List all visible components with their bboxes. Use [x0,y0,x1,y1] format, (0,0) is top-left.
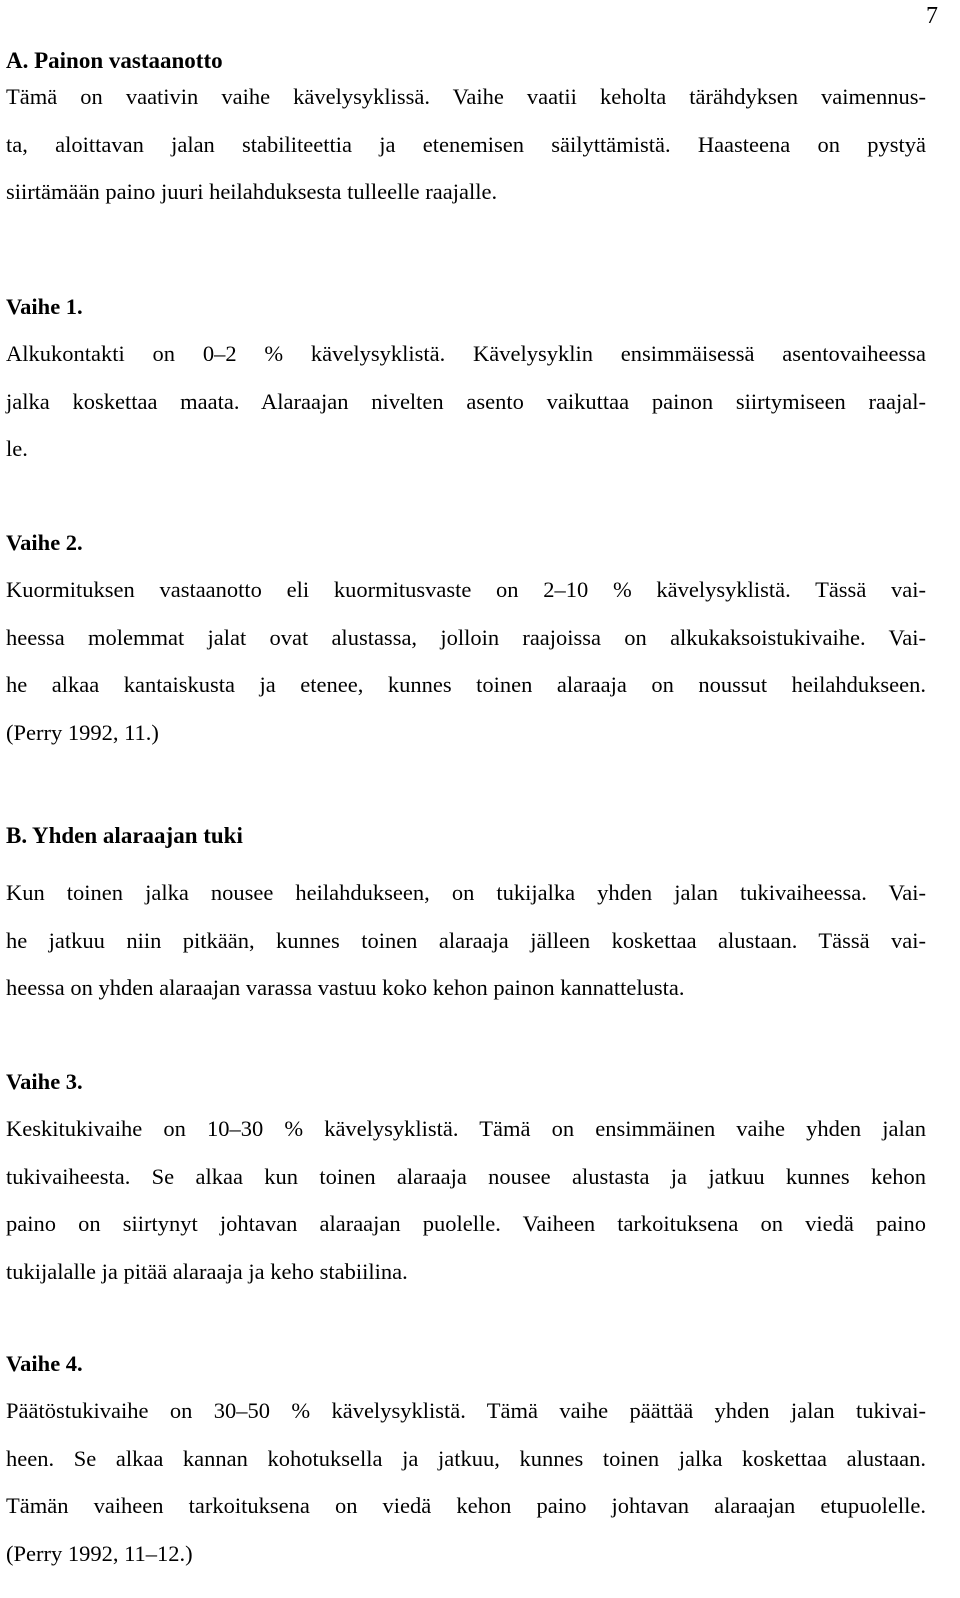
vaihe-3-text [6,1105,926,1295]
text-line: paino on siirtynyt johtavan alaraajan puolelle. Vaiheen tarkoituksena on viedä paino [6,1211,926,1236]
vaihe-4-text [6,1387,926,1577]
text-line: Kun toinen jalka nousee heilahdukseen, on tukijalka yhden jalan tukivaiheessa. Vai- [6,880,926,905]
text-line: heen. Se alkaa kannan kohotuksella ja jatkuu, kunnes toinen jalka koskettaa alustaan. [6,1445,926,1471]
section-a-heading: A. Painon vastaanotto [6,48,223,73]
text-line: Alkukontakti on 0–2 % kävelysyklistä. Kävelysyklin ensimmäisessä asentovaiheessa [6,341,926,366]
page-number: 7 [926,3,938,29]
text-line: heessa molemmat jalat ovat alustassa, jolloin raajoissa on alkukaksoistukivaihe. Vai- [6,624,926,650]
text-line: jalka koskettaa maata. Alaraajan nivelten asento vaikuttaa painon siirtymiseen raajal- [6,388,926,414]
vaihe-4-title: Vaihe 4. [6,1351,83,1376]
text-line: Kuormituksen vastaanotto eli kuormitusvaste on 2–10 % kävelysyklistä. Tässä vai- [6,577,926,602]
text-line: heessa on yhden alaraajan varassa vastuu koko kehon painon kannattelusta. [6,975,685,1000]
text-line: Keskitukivaihe on 10–30 % kävelysyklistä. Tämä on ensimmäinen vaihe yhden jalan [6,1116,926,1141]
vaihe-2-text [6,566,926,756]
vaihe-1-text [6,330,926,473]
text-line: tukivaiheesta. Se alkaa kun toinen alaraaja nousee alustasta ja jatkuu kunnes kehon [6,1163,926,1189]
text-line: he alkaa kantaiskusta ja etenee, kunnes toinen alaraaja on noussut heilahdukseen. [6,672,926,697]
vaihe-3-title: Vaihe 3. [6,1069,83,1094]
text-line: tukijalalle ja pitää alaraaja ja keho stabiilina. [6,1258,408,1284]
text-line: Tämän vaiheen tarkoituksena on viedä kehon paino johtavan alaraajan etupuolelle. [6,1493,926,1518]
text-line: le. [6,436,28,461]
text-line: Päätöstukivaihe on 30–50 % kävelysyklistä. Tämä vaihe päättää yhden jalan tukivai- [6,1398,926,1423]
vaihe-1-title: Vaihe 1. [6,294,83,319]
section-a-intro [6,73,926,216]
text-line: (Perry 1992, 11–12.) [6,1540,193,1566]
section-b-heading: B. Yhden alaraajan tuki [6,823,243,848]
text-line: ta, aloittavan jalan stabiliteettia ja etenemisen säilyttämistä. Haasteena on pystyä [6,131,926,157]
text-line: siirtämään paino juuri heilahduksesta tulleelle raajalle. [6,179,498,204]
text-line: (Perry 1992, 11.) [6,719,159,745]
text-line: Tämä on vaativin vaihe kävelysyklissä. Vaihe vaatii keholta tärähdyksen vaimennus- [6,84,926,109]
section-b-intro [6,869,926,1012]
vaihe-2-title: Vaihe 2. [6,530,83,555]
text-line: he jatkuu niin pitkään, kunnes toinen alaraaja jälleen koskettaa alustaan. Tässä vai- [6,927,926,953]
